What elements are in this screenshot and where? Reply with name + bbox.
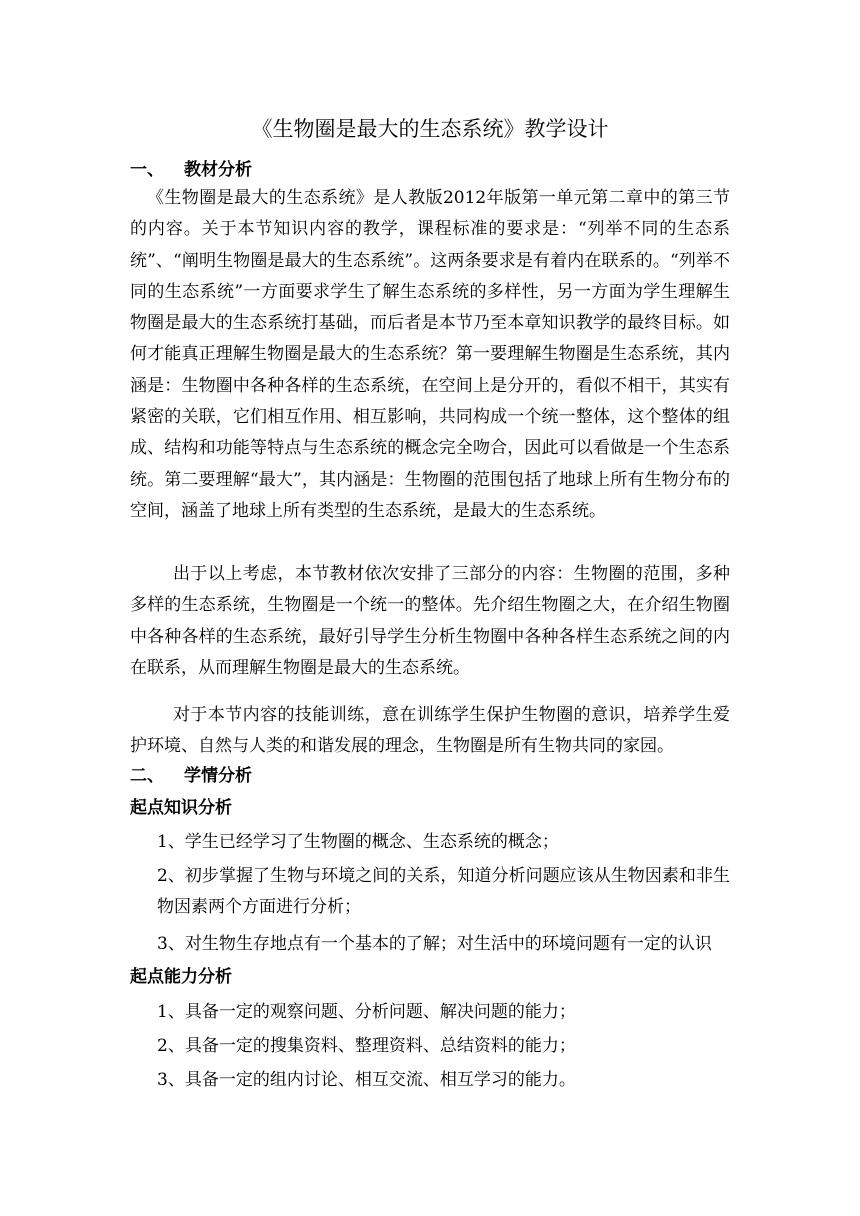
section-title: 教材分析 [184,160,252,180]
list-item: 2、具备一定的搜集资料、整理资料、总结资料的能力； [157,1036,576,1056]
list-item: 1、学生已经学习了生物圈的概念、生态系统的概念； [157,832,559,852]
section-heading-textbook-analysis [130,156,252,184]
document-title: 《生物圈是最大的生态系统》教学设计 [251,117,609,141]
list-item: 2、初步掌握了生物与环境之间的关系，知道分析问题应该从生物因素和非生物因素两个方面进行分析； [157,866,730,918]
section-heading-student-analysis [130,762,252,790]
section-title: 学情分析 [184,766,252,786]
section-number: 二、 [130,766,164,786]
section-number: 一、 [130,160,164,180]
subsection-heading-ability: 起点能力分析 [130,967,232,987]
paragraph: 对于本节内容的技能训练，意在训练学生保护生物圈的意识，培养学生爱护环境、自然与人类的和谐发展的理念，生物圈是所有生物共同的家园。 [130,705,730,757]
list-item: 3、对生物生存地点有一个基本的了解；对生活中的环境问题有一定的认识 [157,934,712,954]
paragraph: 《生物圈是最大的生态系统》是人教版2012年版第一单元第二章中的第三节的内容。关于本节知识内容的教学，课程标准的要求是：“列举不同的生态系统”、“阐明生物圈是最大的生态系统”。这两条要求是有着内在联系的。“列举不同的生态系统”一方面要求学生了解生态系统的多样性，另一方面为学生理解生物圈是最大的生态系统打基础，而后者是本节乃至本章知识教学的最终目标。如何才能真正理解生物圈是最大的生态系统？第一要理解生物圈是生态系统，其内涵是：生物圈中各种各样的生态系统，在空间上是分开的，看似不相干，其实有紧密的关联，它们相互作用、相互影响，共同构成一个统一整体，这个整体的组成、结构和功能等特点与生态系统的概念完全吻合，因此可以看做是一个生态系统。第二要理解“最大”，其内涵是：生物圈的范围包括了地球上所有生物分布的空间，涵盖了地球上所有类型的生态系统，是最大的生态系统。 [130,188,730,521]
subsection-heading-knowledge: 起点知识分析 [130,798,232,818]
list-item: 3、具备一定的组内讨论、相互交流、相互学习的能力。 [157,1070,576,1090]
paragraph: 出于以上考虑，本节教材依次安排了三部分的内容：生物圈的范围，多种多样的生态系统，生物圈是一个统一的整体。先介绍生物圈之大，在介绍生物圈中各种各样的生态系统，最好引导学生分析生物圈中各种各样生态系统之间的内在联系，从而理解生物圈是最大的生态系统。 [130,564,730,678]
list-item: 1、具备一定的观察问题、分析问题、解决问题的能力； [157,1002,576,1022]
